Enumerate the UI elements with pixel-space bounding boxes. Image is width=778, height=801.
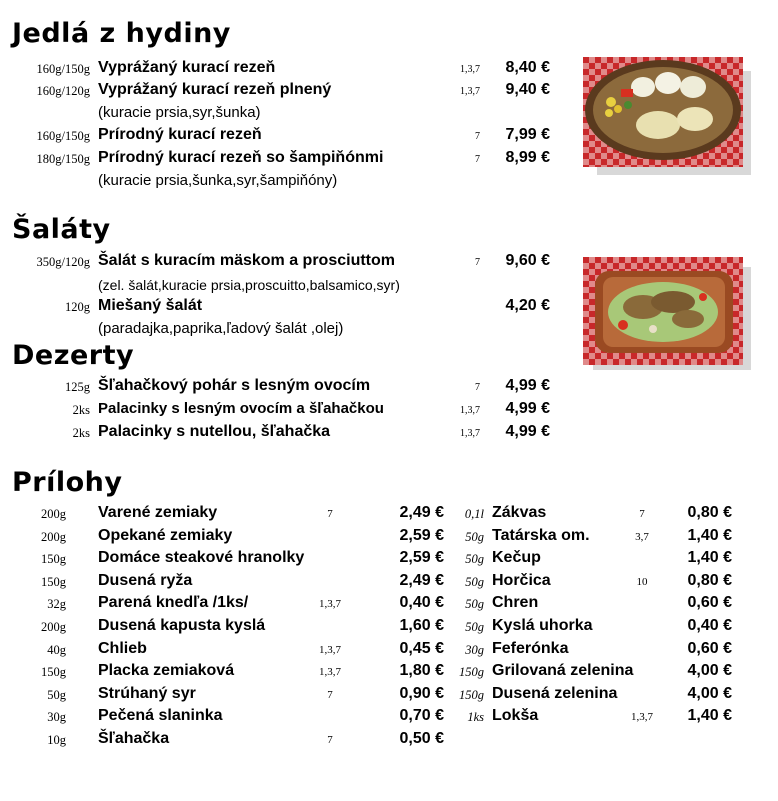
side-name: Placka zemiaková [98,662,235,680]
side-item [0,707,740,729]
side-weight: 150g [41,574,66,589]
item-allergens: 1,3,7 [460,405,480,416]
side-weight: 1ks [467,710,484,725]
side-price: 2,59 € [399,549,444,567]
side-weight: 50g [465,620,484,634]
side-price: 0,80 € [687,504,732,521]
item-weight: 350g/120g [36,255,90,269]
item-allergens: 1,3,7 [460,64,480,75]
item-price: 4,99 € [505,377,550,394]
item-name: Palacinky s lesným ovocím a šľahačkou [98,400,384,417]
item-price: 9,40 € [505,81,550,98]
side-name: Lokša [492,707,539,725]
section-title-salads: Šaláty [12,214,111,245]
side-price: 4,00 € [687,684,732,702]
side-allergens: 7 [327,734,333,746]
item-price: 9,60 € [505,252,550,269]
side-price: 2,49 € [399,571,444,589]
side-price: 0,40 € [399,594,444,612]
item-price: 8,40 € [505,59,550,76]
side-name: Chren [492,594,539,612]
side-name: Tatárska om. [492,526,590,544]
side-allergens: 7 [327,688,333,701]
item-name: Vyprážaný kurací rezeň [98,59,276,76]
section-title-poultry: Jedlá z hydiny [12,18,231,49]
menu-item [0,149,560,171]
item-name: Šalát s kuracím mäskom a prosciuttom [98,252,395,269]
side-item [0,594,740,616]
item-allergens: 7 [475,131,480,142]
side-item [0,730,450,752]
item-allergens: 7 [475,257,480,268]
item-weight: 125g [65,380,90,394]
side-name: Zákvas [492,504,547,521]
item-allergens: 1,3,7 [460,86,480,97]
side-allergens: 1,3,7 [631,711,653,724]
side-price: 0,70 € [399,707,444,725]
side-allergens: 1,3,7 [319,598,341,611]
item-description: (kuracie prsia,šunka,syr,šampiňóny) [98,172,338,189]
side-name: Dusená kapusta kyslá [98,617,266,634]
item-name: Prírodný kurací rezeň so šampiňónmi [98,149,384,166]
item-weight: 160g/150g [36,62,90,76]
side-item [0,549,740,571]
item-weight: 160g/120g [36,84,90,98]
menu-item [0,423,560,445]
section-title-sides: Prílohy [12,467,123,498]
side-item [0,617,740,639]
side-name: Opekané zemiaky [98,526,233,544]
side-name: Feferónka [492,639,569,657]
side-item [0,640,740,662]
side-name: Kyslá uhorka [492,617,593,634]
item-price: 4,99 € [505,423,550,440]
side-weight: 50g [465,597,484,612]
side-price: 1,40 € [687,526,732,544]
side-weight: 150g [459,687,484,702]
side-name: Strúhaný syr [98,684,196,702]
item-allergens: 7 [475,382,480,393]
item-name: Miešaný šalát [98,297,203,314]
side-weight: 50g [465,552,484,567]
side-weight: 30g [465,642,484,657]
side-weight: 150g [41,665,66,680]
side-weight: 200g [41,620,66,634]
side-weight: 32g [47,597,66,612]
side-allergens: 3,7 [635,530,649,543]
item-weight: 160g/150g [36,129,90,143]
side-allergens: 1,3,7 [319,643,341,656]
side-allergens: 1,3,7 [319,666,341,679]
side-weight: 10g [47,733,66,747]
side-item [0,662,740,684]
item-description: (zel. šalát,kuracie prsia,proscuitto,balsamico,syr) [98,277,400,293]
side-price: 0,60 € [687,594,732,612]
item-weight: 2ks [72,403,90,417]
item-name: Prírodný kurací rezeň [98,126,262,143]
side-weight: 40g [47,642,66,657]
side-name: Horčica [492,571,551,589]
side-weight: 200g [41,529,66,544]
item-weight: 120g [65,300,90,314]
side-name: Dusená zelenina [492,684,618,702]
item-name: Šľahačkový pohár s lesným ovocím [98,377,371,394]
menu-item [0,252,560,274]
item-price: 4,20 € [505,297,550,314]
side-weight: 0,1l [464,507,484,521]
menu-item [0,81,560,103]
side-allergens: 7 [327,508,333,520]
menu-item [0,59,560,81]
item-weight: 180g/150g [36,152,90,166]
side-name: Parená knedľa /1ks/ [98,594,249,612]
item-name: Palacinky s nutellou, šľahačka [98,423,331,440]
side-weight: 200g [41,507,66,521]
side-weight: 50g [465,529,484,544]
item-description: (paradajka,paprika,ľadový šalát ,olej) [98,320,344,337]
side-allergens: 7 [639,508,645,520]
menu-item [0,377,560,399]
item-price: 4,99 € [505,400,550,417]
menu-item [0,297,560,319]
side-item [0,504,740,526]
item-description: (kuracie prsia,syr,šunka) [98,104,261,121]
side-price: 0,80 € [687,571,732,589]
side-price: 1,80 € [399,662,444,680]
side-name: Varené zemiaky [98,504,218,521]
side-item [0,572,740,594]
side-weight: 150g [459,665,484,680]
side-price: 4,00 € [687,662,732,680]
side-name: Šľahačka [98,730,170,747]
chicken-dish-photo [583,57,751,175]
side-price: 1,40 € [687,707,732,725]
side-weight: 30g [47,710,66,725]
menu-item [0,400,560,422]
side-price: 2,49 € [399,504,444,521]
side-price: 1,40 € [687,549,732,567]
section-title-desserts: Dezerty [12,340,135,371]
side-weight: 50g [47,687,66,702]
side-price: 0,40 € [687,617,732,634]
item-allergens: 7 [475,154,480,165]
item-weight: 2ks [72,426,90,440]
side-price: 0,90 € [399,684,444,702]
side-item [0,685,740,707]
side-price: 1,60 € [399,617,444,634]
side-name: Grilovaná zelenina [492,662,634,680]
side-allergens: 10 [636,575,648,588]
side-price: 0,50 € [399,730,444,747]
item-allergens: 1,3,7 [460,428,480,439]
side-weight: 50g [465,574,484,589]
item-name: Vyprážaný kurací rezeň plnený [98,81,332,98]
menu-item [0,126,560,148]
side-price: 2,59 € [399,526,444,544]
side-name: Kečup [492,549,541,567]
side-price: 0,60 € [687,639,732,657]
side-price: 0,45 € [399,639,444,657]
side-weight: 150g [41,552,66,567]
side-name: Dusená ryža [98,571,193,589]
side-name: Domáce steakové hranolky [98,549,305,567]
salad-dish-photo [583,257,751,370]
side-name: Pečená slaninka [98,707,223,725]
side-item [0,527,740,549]
item-price: 7,99 € [505,126,550,143]
side-name: Chlieb [98,639,147,657]
item-price: 8,99 € [505,149,550,166]
